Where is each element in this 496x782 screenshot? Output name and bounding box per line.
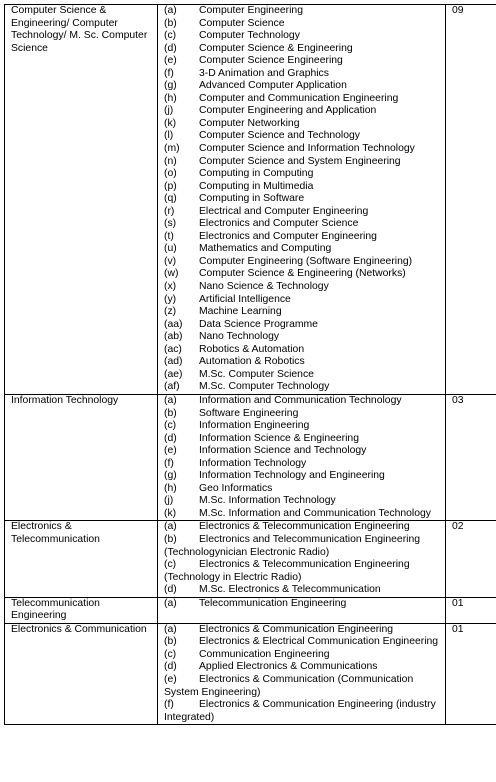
list-item — [164, 508, 439, 521]
list-item — [164, 206, 439, 219]
discipline-name: Information Science & Engineering — [199, 432, 359, 444]
item-code: (v) — [164, 255, 177, 267]
discipline-name: Mathematics and Computing — [199, 243, 332, 255]
table-row — [5, 394, 496, 520]
item-code: (b) — [164, 407, 177, 419]
discipline-name: Electronics & Telecommunication Engineering — [199, 521, 410, 533]
discipline-name: Information and Communication Technology — [199, 394, 402, 406]
item-code: (ac) — [164, 343, 182, 355]
list-item — [164, 420, 439, 433]
list-item — [164, 649, 439, 662]
list-item — [164, 193, 439, 206]
list-item — [164, 559, 439, 584]
list-item — [164, 395, 439, 408]
discipline-name: Electronics & Communication Engineering (industry Integrated) — [164, 699, 436, 723]
list-item — [164, 55, 439, 68]
discipline-name: Computer Engineering — [199, 5, 303, 16]
list-item — [164, 168, 439, 181]
item-code: (a) — [164, 597, 177, 609]
list-item — [164, 534, 439, 559]
item-code: (k) — [164, 507, 177, 519]
vacancy-count: 01 — [452, 597, 464, 609]
discipline-name: Data Science Programme — [199, 318, 318, 330]
discipline-name: Electronics & Telecommunication Engineering (Technology in Electric Radio) — [164, 559, 410, 583]
list-item — [164, 30, 439, 43]
item-code: (b) — [164, 636, 177, 648]
list-item — [164, 661, 439, 674]
item-code: (p) — [164, 180, 177, 192]
qualification-table-body — [5, 5, 496, 725]
qualification-table — [4, 4, 496, 725]
discipline-name: 3-D Animation and Graphics — [199, 67, 329, 79]
item-code: (aa) — [164, 318, 183, 330]
list-item — [164, 243, 439, 256]
list-item — [164, 18, 439, 31]
list-item — [164, 105, 439, 118]
category-cell — [5, 597, 158, 623]
vacancy-count: 02 — [452, 521, 464, 533]
list-item — [164, 381, 439, 394]
discipline-name: Electrical and Computer Engineering — [199, 205, 369, 217]
discipline-name: Computer Science — [199, 17, 285, 29]
list-item — [164, 674, 439, 699]
item-code: (y) — [164, 293, 177, 305]
item-code: (x) — [164, 281, 177, 293]
qualification-document — [4, 4, 491, 725]
list-item — [164, 43, 439, 56]
discipline-name: Information Engineering — [199, 420, 310, 432]
item-code: (c) — [164, 648, 177, 660]
item-code: (d) — [164, 661, 177, 673]
item-code: (h) — [164, 92, 177, 104]
item-code: (c) — [164, 30, 177, 42]
discipline-name: Automation & Robotics — [199, 356, 305, 368]
discipline-name: Computer Engineering and Application — [199, 105, 377, 117]
item-code: (ab) — [164, 331, 183, 343]
discipline-name: Artificial Intelligence — [199, 293, 291, 305]
vacancy-count: 01 — [452, 623, 464, 635]
list-item — [164, 306, 439, 319]
discipline-name: Computer Science and Information Technology — [199, 143, 415, 155]
count-cell — [446, 521, 496, 597]
table-row — [5, 597, 496, 623]
list-item — [164, 331, 439, 344]
discipline-name: Telecommunication Engineering — [199, 597, 347, 609]
list-item — [164, 445, 439, 458]
discipline-name: Information Technology — [199, 457, 307, 469]
category-cell — [5, 394, 158, 520]
discipline-name: Electronics & Communication Engineering — [199, 623, 394, 635]
list-item — [164, 281, 439, 294]
category-cell — [5, 623, 158, 724]
item-code: (e) — [164, 673, 177, 685]
category-label: Electronics & Telecommunication — [11, 521, 100, 545]
list-item — [164, 483, 439, 496]
item-code: (f) — [164, 67, 174, 79]
item-code: (g) — [164, 80, 177, 92]
item-code: (b) — [164, 17, 177, 29]
discipline-name: Electronics and Computer Engineering — [199, 230, 377, 242]
item-code: (e) — [164, 55, 177, 67]
discipline-name: Electronics & Communication (Communication System Engineering) — [164, 673, 414, 698]
disciplines-cell — [158, 521, 446, 597]
list-item — [164, 181, 439, 194]
discipline-name: Computing in Multimedia — [199, 180, 314, 192]
list-item — [164, 470, 439, 483]
list-item — [164, 458, 439, 471]
discipline-name: Machine Learning — [199, 306, 282, 318]
discipline-name: M.Sc. Information Technology — [199, 495, 336, 507]
discipline-name: M.Sc. Computer Technology — [199, 381, 330, 393]
list-item — [164, 5, 439, 18]
discipline-name: Advanced Computer Application — [199, 80, 347, 92]
list-item — [164, 93, 439, 106]
discipline-name: Computer Networking — [199, 117, 300, 129]
discipline-name: Electronics and Telecommunication Engineering (Technologynician Electronic Radio) — [164, 533, 421, 558]
item-code: (a) — [164, 394, 177, 406]
list-item — [164, 584, 439, 597]
list-item — [164, 624, 439, 637]
discipline-name: Computer Science and System Engineering — [199, 155, 401, 167]
item-code: (m) — [164, 143, 180, 155]
discipline-name: Information Science and Technology — [199, 445, 367, 457]
item-code: (t) — [164, 230, 174, 242]
discipline-name: Computer Science and Technology — [199, 130, 360, 142]
discipline-name: Computing in Computing — [199, 168, 314, 180]
item-code: (g) — [164, 470, 177, 482]
list-item — [164, 356, 439, 369]
category-label: Telecommunication Engineering — [11, 597, 100, 622]
count-cell — [446, 597, 496, 623]
discipline-name: Communication Engineering — [199, 648, 330, 660]
list-item — [164, 268, 439, 281]
list-item — [164, 319, 439, 332]
discipline-name: M.Sc. Electronics & Telecommunication — [199, 584, 381, 596]
list-item — [164, 156, 439, 169]
discipline-name: Robotics & Automation — [199, 343, 305, 355]
disciplines-cell — [158, 597, 446, 623]
item-code: (s) — [164, 218, 177, 230]
discipline-name: Computer Technology — [199, 30, 300, 42]
list-item — [164, 231, 439, 244]
list-item — [164, 68, 439, 81]
discipline-name: Computer Science & Engineering (Networks) — [199, 268, 406, 280]
item-code: (d) — [164, 42, 177, 54]
category-label: Electronics & Communication — [11, 623, 147, 635]
discipline-name: Nano Technology — [199, 331, 280, 343]
disciplines-cell — [158, 623, 446, 724]
item-code: (k) — [164, 117, 177, 129]
list-item — [164, 294, 439, 307]
discipline-name: Computing in Software — [199, 193, 305, 205]
item-code: (z) — [164, 306, 177, 318]
item-code: (r) — [164, 205, 175, 217]
table-row — [5, 623, 496, 724]
category-cell — [5, 5, 158, 395]
item-code: (d) — [164, 432, 177, 444]
list-item — [164, 218, 439, 231]
discipline-name: Computer Science & Engineering — [199, 42, 353, 54]
discipline-name: Electronics and Computer Science — [199, 218, 359, 230]
table-row — [5, 5, 496, 395]
table-row — [5, 521, 496, 597]
vacancy-count: 09 — [452, 5, 464, 16]
item-code: (j) — [164, 105, 174, 117]
item-code: (w) — [164, 268, 179, 280]
category-label: Information Technology — [11, 394, 119, 406]
discipline-name: Geo Informatics — [199, 482, 273, 494]
list-item — [164, 256, 439, 269]
count-cell — [446, 5, 496, 395]
item-code: (c) — [164, 559, 177, 571]
item-code: (a) — [164, 521, 177, 533]
item-code: (a) — [164, 5, 177, 16]
list-item — [164, 408, 439, 421]
discipline-name: Nano Science & Technology — [199, 281, 329, 293]
category-cell — [5, 521, 158, 597]
list-item — [164, 118, 439, 131]
list-item — [164, 433, 439, 446]
item-code: (n) — [164, 155, 177, 167]
item-code: (f) — [164, 457, 174, 469]
category-label: Computer Science & Engineering/ Computer Technology/ M. Sc. Computer Science — [11, 5, 148, 54]
item-code: (l) — [164, 130, 174, 142]
item-code: (h) — [164, 482, 177, 494]
item-code: (f) — [164, 699, 174, 711]
count-cell — [446, 394, 496, 520]
list-item — [164, 143, 439, 156]
item-code: (d) — [164, 584, 177, 596]
vacancy-count: 03 — [452, 394, 464, 406]
item-code: (a) — [164, 623, 177, 635]
list-item — [164, 521, 439, 534]
disciplines-cell — [158, 5, 446, 395]
item-code: (o) — [164, 168, 177, 180]
discipline-name: Computer Engineering (Software Engineering) — [199, 255, 413, 267]
discipline-name: M.Sc. Computer Science — [199, 368, 314, 380]
item-code: (e) — [164, 445, 177, 457]
item-code: (c) — [164, 420, 177, 432]
discipline-name: Software Engineering — [199, 407, 299, 419]
count-cell — [446, 623, 496, 724]
list-item — [164, 130, 439, 143]
list-item — [164, 636, 439, 649]
discipline-name: Computer Science Engineering — [199, 55, 343, 67]
item-code: (ad) — [164, 356, 183, 368]
disciplines-cell — [158, 394, 446, 520]
list-item — [164, 80, 439, 93]
item-code: (j) — [164, 495, 174, 507]
discipline-name: Information Technology and Engineering — [199, 470, 385, 482]
item-code: (q) — [164, 193, 177, 205]
discipline-name: Applied Electronics & Communications — [199, 661, 378, 673]
list-item — [164, 495, 439, 508]
item-code: (u) — [164, 243, 177, 255]
list-item — [164, 598, 439, 611]
list-item — [164, 369, 439, 382]
item-code: (b) — [164, 533, 177, 545]
discipline-name: M.Sc. Information and Communication Technology — [199, 507, 431, 519]
list-item — [164, 344, 439, 357]
discipline-name: Computer and Communication Engineering — [199, 92, 399, 104]
item-code: (ae) — [164, 368, 183, 380]
item-code: (af) — [164, 381, 180, 393]
discipline-name: Electronics & Electrical Communication Engineering — [199, 636, 439, 648]
list-item — [164, 699, 439, 724]
